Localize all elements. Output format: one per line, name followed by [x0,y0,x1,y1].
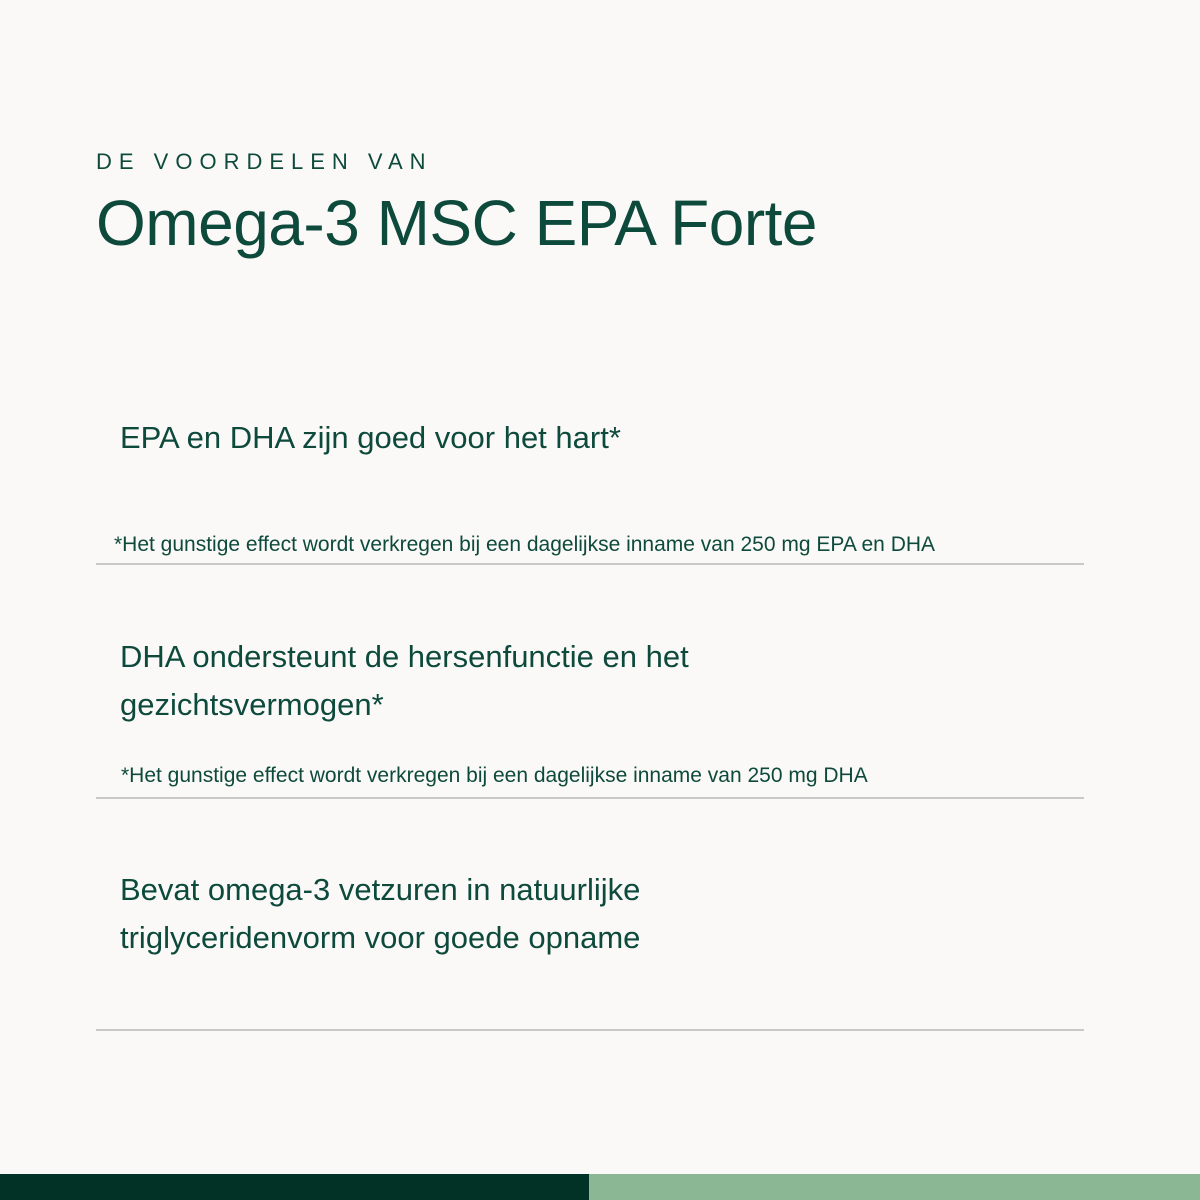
divider [96,1029,1084,1031]
benefit-absorption-heading: Bevat omega-3 vetzuren in natuurlijke triglyceridenvorm voor goede opname [120,872,641,955]
benefit-brain-footnote: *Het gunstige effect wordt verkregen bij een dagelijkse inname van 250 mg DHA [121,764,868,787]
footer-bar-dark-segment [0,1174,589,1200]
footer-bar-light-segment [589,1174,1200,1200]
divider [96,563,1084,565]
page-title: Omega-3 MSC EPA Forte [96,187,817,259]
footer-color-bar [0,1174,1200,1200]
benefit-heart-footnote: *Het gunstige effect wordt verkregen bij een dagelijkse inname van 250 mg EPA en DHA [114,533,936,556]
divider [96,797,1084,799]
benefit-heart-heading: EPA en DHA zijn goed voor het hart* [120,420,621,455]
benefit-brain-heading: DHA ondersteunt de hersenfunctie en het gezichtsvermogen* [120,639,689,722]
section-eyebrow: DE VOORDELEN VAN [96,149,433,174]
